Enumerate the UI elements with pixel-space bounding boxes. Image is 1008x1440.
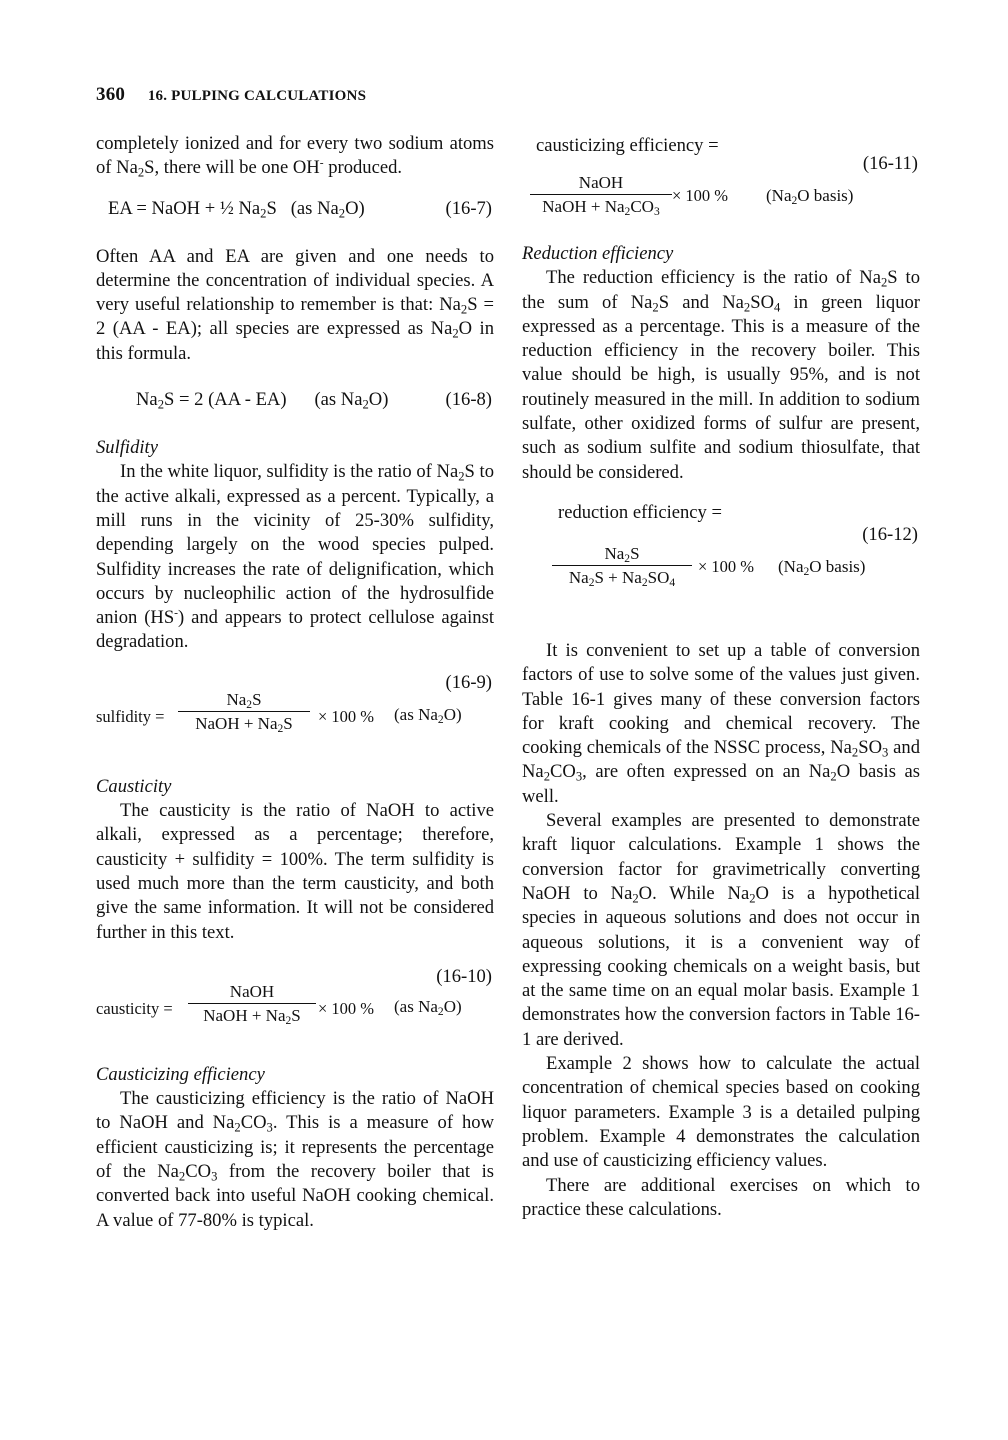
equation-16-9-fraction [178, 689, 310, 735]
equation-16-10-number: (16-10) [436, 965, 492, 987]
equation-16-8-expression: $Na_2S = 2$ (AA - EA) (as $Na_2O$) [136, 389, 389, 412]
equation-16-10 [96, 957, 494, 1041]
equation-16-12-lhs: reduction efficiency = [558, 501, 722, 523]
equation-16-10-denominator: NaOH + $Na_2S$ [188, 1003, 316, 1027]
paragraph-examples: Several examples are presented to demonstrate kraft liquor calculations. Example 1 shows the conversion factor for gravimetrically converting NaOH to $Na_2O$. While $Na_2O$ is a hypothetical species in aqueous solutions and does not occur in aqueous solutions, it is a convenient way of expressing cooking chemicals on a weight basis, but at the same time on an equal molar basis. Example 1 demonstrates how the conversion factors in Table 16-1 are derived. [522, 810, 921, 1050]
paragraph-additional: There are additional exercises on which to practice these calculations. [522, 1174, 920, 1220]
equation-16-12-basis: ($Na_2O$ basis) [778, 556, 866, 579]
heading-sulfidity: Sulfidity [96, 437, 158, 459]
equation-16-7 [96, 197, 494, 223]
heading-causticity: Causticity [96, 775, 172, 797]
equation-16-9-basis: (as $Na_2O$) [394, 704, 462, 726]
equation-16-10-numerator: NaOH [229, 981, 275, 1001]
equation-16-11 [522, 132, 920, 232]
paragraph-sulfidity: In the white liquor, sulfidity is the ratio of $Na_2S$ to the active alkali, expressed as a percent. Typically, a mill runs in the vicinity of 25-30% sulfidity, depending largely on the wood species pulped. Sulfidity increases the rate of delignification, which occurs by nucleophilic action of the hydrosulfide anion (HS-) and appears to protect cellulose against degradation. [96, 461, 495, 653]
equation-16-11-fraction [530, 172, 672, 218]
equation-16-11-lhs: causticizing efficiency = [536, 135, 719, 156]
equation-16-11-multiplier: × 100 % [672, 186, 729, 205]
equation-16-8-number: (16-8) [445, 389, 492, 411]
equation-16-7-expression: EA = NaOH + ½ $Na_2S$ (as $Na_2O$) [108, 197, 365, 221]
equation-16-9-multiplier: × 100 % [318, 706, 375, 726]
equation-16-11-number: (16-11) [862, 153, 918, 174]
equation-16-12-number: (16-12) [862, 523, 918, 545]
equation-16-11-denominator: NaOH + $Na_2CO_3$ [530, 194, 672, 218]
equation-16-8 [96, 388, 494, 414]
equation-16-12 [522, 501, 920, 605]
equation-16-12-numerator: $Na_2S$ [604, 543, 640, 566]
equation-16-10-multiplier: × 100 % [318, 998, 375, 1018]
equation-16-12-denominator: $Na_2S + Na_2SO_4$ [552, 565, 692, 589]
page-number: 360 [96, 84, 126, 105]
paragraph-often: Often AA and EA are given and one needs to determine the concentration of individual species. A very useful relationship to remember is that: $Na_2S = 2$ (AA - EA); all species are expressed as $Na_2O$ in this formula. [96, 245, 494, 364]
equation-16-11-numerator: NaOH [578, 173, 624, 192]
equation-16-9 [96, 669, 494, 753]
equation-16-9-lhs: sulfidity = [96, 706, 165, 726]
paragraph-reduction-efficiency: The reduction efficiency is the ratio of $Na_2S$ to the sum of $Na_2S$ and $Na_2SO_4$ in green liquor expressed as a percentage. This is a measure of the reduction efficiency in the recovery boiler. This value should be high, is usually 95%, and is not routinely measured in the mill. In addition to sodium sulfate, other oxidized forms of sulfur are present, such as sodium sulfite and sodium thiosulfate, that should be considered. [522, 267, 921, 483]
equation-16-9-denominator: NaOH + $Na_2S$ [178, 711, 310, 735]
paragraph-intro: completely ionized and for every two sodium atoms of $Na_2S$, there will be one OH- produced. [96, 133, 494, 180]
equation-16-7-number: (16-7) [445, 197, 492, 219]
right-column [522, 132, 920, 1222]
equation-16-10-basis: (as $Na_2O$) [394, 996, 462, 1019]
paragraph-causticity: The causticity is the ratio of NaOH to active alkali, expressed as a percentage; therefore, causticity + sulfidity = 100%. The term sulfidity is used much more than the term causticity, and both give the same information. It will not be considered further in this text. [96, 800, 494, 943]
equation-16-11-basis: ($Na_2O$ basis) [766, 186, 854, 208]
paragraph-causticizing-efficiency: The causticizing efficiency is the ratio of NaOH to NaOH and $Na_2CO_3$. This is a measure of how efficient causticizing is; it represents the percentage of the $Na_2CO_3$ from the recovery boiler that is converted back into useful NaOH cooking chemical. A value of 77-80% is typical. [96, 1088, 495, 1231]
paragraph-conversion-table: It is convenient to set up a table of conversion factors of use to solve some of the values just given. Table 16-1 gives many of these conversion factors for kraft cooking and chemical recovery. The cooking chemicals of the NSSC process, $Na_2SO_3$ and $Na_2CO_3$, are often expressed on an $Na_2O$ basis as well. [522, 639, 921, 807]
chapter-title: 16. PULPING CALCULATIONS [147, 88, 367, 104]
equation-16-9-number: (16-9) [445, 671, 492, 693]
heading-reduction-efficiency: Reduction efficiency [522, 243, 674, 264]
equation-16-12-multiplier: × 100 % [698, 556, 755, 576]
paragraph-example-2: Example 2 shows how to calculate the actual concentration of chemical species based on cooking liquor parameters. Example 3 is a detailed pulping problem. Example 4 demonstrates the calculation and use of causticizing efficiency values. [522, 1053, 920, 1172]
running-head [96, 84, 366, 106]
equation-16-10-fraction [188, 981, 316, 1027]
equation-16-9-numerator: $Na_2S$ [226, 689, 262, 711]
left-column [96, 132, 494, 1233]
heading-causticizing-efficiency: Causticizing efficiency [96, 1063, 265, 1085]
equation-16-12-fraction [552, 543, 692, 589]
equation-16-10-lhs: causticity = [96, 998, 173, 1018]
